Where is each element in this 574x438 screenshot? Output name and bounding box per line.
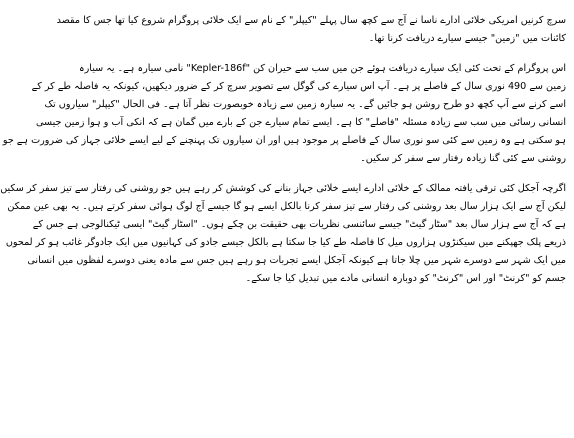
text-line: اس پروگرام کے تحت کئی ایک سیارے دریافت ہوئے جن میں سب سے حیران کن "Kepler-186f" نامی سیارہ ہے۔ یہ سیارہ [79, 63, 566, 74]
text-line: زمین سے 490 نوری سال کے فاصلے پر ہے۔ آپ اس سیارے کی گوگل سے تصویر سرچ کر کے ضرور دیکھیں، کیونکہ یہ فاصلہ طے کر کے [31, 81, 566, 92]
text-line: ذریعے پلک جھپکنے میں سیکنڑوں ہزاروں میل کا فاصلہ طے کیا جا سکتا ہے بالکل جیسے جادو کی کہانیوں میں ایک جادوگر غائب ہو کر لمحوں [5, 237, 566, 248]
paragraph-star-gate [0, 180, 566, 288]
text-line: میں ایک شہر سے دوسرے شہر میں چلا جاتا ہے کیونکہ آجکل ایسے تجربات ہو رہے ہیں جس سے مادہ یعنی دوسرے لفظوں میں انسانی [27, 255, 566, 266]
text-line: انسانی رسائی میں سب سے زیادہ مسئلہ "فاصلے" کا ہے۔ ایسے تمام سیارے جن کے بارے میں گمان ہے کہ انکی آب و ہوا زمین جیسی [36, 117, 566, 128]
paragraph-kepler-186f [2, 60, 566, 168]
text-line: ہو سکتی ہے وہ زمین سے کئی سو نوری سال کے فاصلے پر موجود ہیں اور ان سیاروں تک پہنچنے کے لیے ایسے خلائی جہاز کی ضرورت ہے جو [2, 135, 566, 146]
text-line: روشنی سے کئی گنا زیادہ رفتار سے سفر کر سکیں۔ [360, 153, 566, 164]
text-line: لیکن آج سے ایک ہزار سال بعد روشنی کی رفتار سے تیز سفر کرنا بالکل ایسے ہو گا جیسے آج لوگ ہوائی سفر کرتے ہیں۔ یہ بھی عین ممکن [7, 201, 566, 212]
text-line: سرچ کرنیں امریکی خلائی ادارے ناسا نے آج سے کچھ سال پہلے "کیپلر" کے نام سے ایک خلائی پروگرام شروع کیا تھا جس کا مقصد [56, 15, 566, 26]
text-line: ہے کہ آج سے ہزار سال بعد "سٹار گیٹ" جیسے سائنسی نظریات بھی حقیقت بن چکے ہوں۔ "اسٹار گیٹ" ایسی ٹیکنالوجی ہے جس کے [32, 219, 566, 230]
text-line: جسم کو "کرنٹ" اور اس "کرنٹ" کو دوبارہ انسانی مادے میں تبدیل کیا جا سکے۔ [245, 273, 566, 284]
paragraph-kepler-intro [56, 12, 566, 48]
text-line: اسے کرنے سے آپ کچھ دو طرح روشن ہو جائیں گے۔ یہ سیارہ زمین سے زیادہ خوبصورت نظر آتا ہے۔ فی الحال "کیپلر" سیاروں تک [44, 99, 566, 110]
text-line: کائنات میں "زمین" جیسے سیارے دریافت کرنا تھا۔ [368, 33, 566, 44]
text-line: اگرچہ آجکل کئی ترقی یافتہ ممالک کے خلائی ادارے ایسے خلائی جہاز بنانے کی کوشش کر رہے ہیں جو روشنی کی رفتار سے تیز سفر کر سکیں [0, 183, 566, 194]
